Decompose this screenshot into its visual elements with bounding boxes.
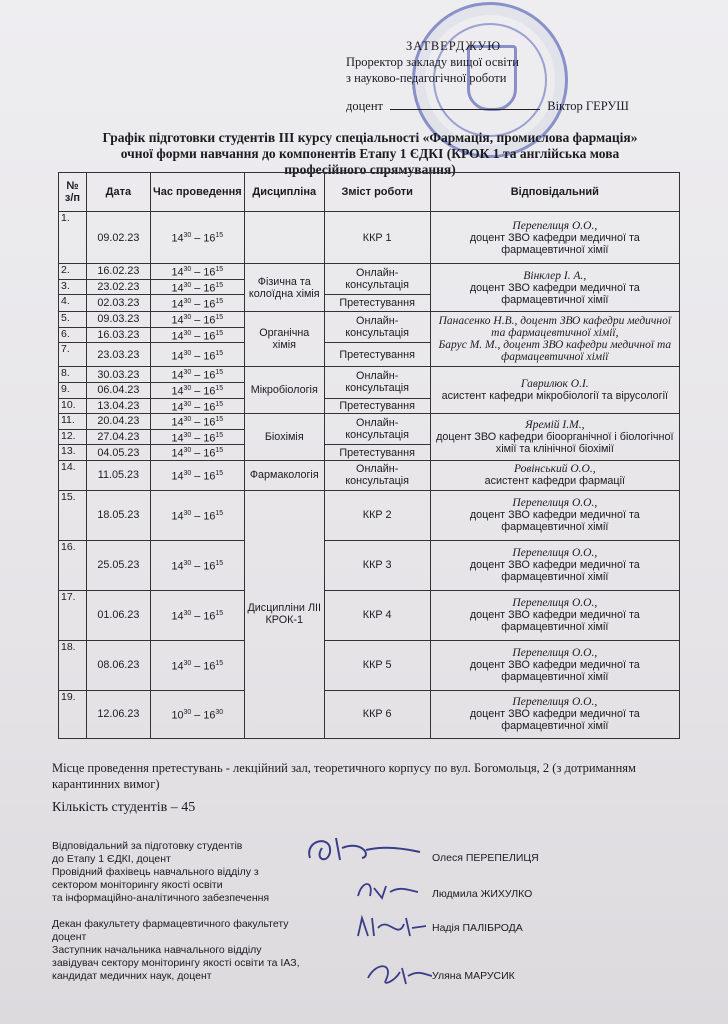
time-minutes: 30 <box>215 709 224 717</box>
row-content: ККР 5 <box>324 640 430 690</box>
row-number: 8. <box>59 367 87 383</box>
responsible-position: доцент ЗВО кафедри медичної та фармацевтичної хімії <box>469 609 640 634</box>
approval-block <box>346 38 706 114</box>
time-minutes: 15 <box>215 369 224 377</box>
time-part: – <box>191 266 204 279</box>
time-part: 14 <box>171 560 184 573</box>
row-time <box>150 445 244 461</box>
signer-1 <box>52 840 712 866</box>
signer-title: та інформаційно-аналітичного забезпечення <box>52 892 270 904</box>
row-number: 11. <box>59 414 87 430</box>
row-date: 12.06.23 <box>86 690 150 738</box>
row-date: 18.05.23 <box>86 490 150 540</box>
signer-3 <box>52 918 712 944</box>
row-responsible <box>430 640 679 690</box>
row-content: Претестування <box>324 445 430 461</box>
row-date: 23.02.23 <box>86 279 150 295</box>
time-part: 16 <box>203 709 216 722</box>
header-date: Дата <box>86 173 150 212</box>
time-part: 14 <box>171 447 184 460</box>
table-header-row <box>59 173 680 212</box>
row-date: 09.02.23 <box>86 212 150 264</box>
row-time <box>150 264 244 280</box>
responsible-name: Перепелиця О.О., <box>512 597 598 610</box>
time-part: 16 <box>203 447 216 460</box>
header-responsible: Відповідальний <box>430 173 679 212</box>
responsible-name: Барус М. М., доцент ЗВО кафедри медичної та фармацевтичної хімії <box>438 339 672 364</box>
header-content: Зміст роботи <box>324 173 430 212</box>
row-responsible <box>430 367 679 414</box>
time-minutes: 15 <box>215 266 224 273</box>
row-discipline: Біохімія <box>244 414 324 461</box>
time-minutes: 15 <box>215 416 224 424</box>
time-minutes: 15 <box>215 470 224 478</box>
signer-title: сектором моніторингу якості освіти <box>52 879 223 891</box>
row-time <box>150 367 244 383</box>
responsible-name: Перепелиця О.О., <box>512 647 598 660</box>
table-row <box>59 264 680 280</box>
time-part: 16 <box>203 510 216 523</box>
row-content: ККР 4 <box>324 590 430 640</box>
responsible-position: доцент ЗВО кафедри медичної та фармацевтичної хімії <box>469 231 640 256</box>
time-part: – <box>191 282 204 295</box>
time-part: 14 <box>171 416 184 429</box>
time-part: – <box>191 610 204 623</box>
row-number: 1. <box>59 212 87 264</box>
row-number: 5. <box>59 312 87 328</box>
row-date: 11.05.23 <box>86 460 150 490</box>
time-part: 14 <box>171 385 184 398</box>
row-number: 13. <box>59 445 87 461</box>
time-part: 16 <box>203 369 216 382</box>
row-number: 14. <box>59 460 87 490</box>
time-part: – <box>191 401 204 414</box>
time-part: – <box>191 470 204 483</box>
time-part: 14 <box>171 232 184 245</box>
row-time <box>150 460 244 490</box>
signer-title: до Етапу 1 ЄДКІ, доцент <box>52 853 171 865</box>
row-responsible <box>430 590 679 640</box>
row-date: 16.03.23 <box>86 327 150 343</box>
responsible-position: доцент ЗВО кафедри медичної та фармацевтичної хімії <box>469 509 640 534</box>
row-responsible <box>430 212 679 264</box>
time-part: – <box>191 369 204 382</box>
responsible-name: Перепелиця О.О., <box>512 497 598 510</box>
time-part: – <box>191 560 204 573</box>
time-part: 16 <box>203 266 216 279</box>
row-date: 08.06.23 <box>86 640 150 690</box>
time-part: 14 <box>171 314 184 327</box>
time-minutes: 15 <box>215 297 224 305</box>
time-minutes: 15 <box>215 660 224 668</box>
time-part: 14 <box>171 266 184 279</box>
row-responsible <box>430 414 679 461</box>
row-number: 2. <box>59 264 87 280</box>
responsible-name: Яремій І.М., <box>525 419 585 432</box>
time-part: 16 <box>203 330 216 343</box>
row-number: 16. <box>59 540 87 590</box>
row-date: 16.02.23 <box>86 264 150 280</box>
row-discipline: Фізична та колоїдна хімія <box>244 264 324 312</box>
row-responsible <box>430 312 679 367</box>
row-responsible <box>430 690 679 738</box>
row-content: ККР 6 <box>324 690 430 738</box>
row-content: Онлайн-консультація <box>324 367 430 398</box>
row-time <box>150 312 244 328</box>
time-minutes: 30 <box>183 560 192 568</box>
row-responsible <box>430 264 679 312</box>
signer-name: Олеся ПЕРЕПЕЛИЦЯ <box>432 852 539 864</box>
table-row <box>59 640 680 690</box>
time-part: 14 <box>171 510 184 523</box>
row-content: Претестування <box>324 343 430 367</box>
time-part: – <box>191 660 204 673</box>
time-part: 14 <box>171 470 184 483</box>
row-date: 02.03.23 <box>86 295 150 312</box>
title-line-2: очної форми навчання до компонентів Етапу 1 ЄДКІ (КРОК 1 та англійська мова <box>120 146 620 161</box>
time-part: 10 <box>171 709 184 722</box>
row-time <box>150 540 244 590</box>
time-part: – <box>191 510 204 523</box>
time-minutes: 15 <box>215 314 224 322</box>
responsible-name: Ровінський О.О., <box>514 463 596 476</box>
time-part: 14 <box>171 350 184 363</box>
time-part: 14 <box>171 298 184 311</box>
time-part: 14 <box>171 401 184 414</box>
row-date: 13.04.23 <box>86 398 150 414</box>
signer-title: доцент <box>52 931 87 943</box>
row-content: Претестування <box>324 295 430 312</box>
approval-line-2: з науково-педагогічної роботи <box>346 71 507 85</box>
time-part: 16 <box>203 610 216 623</box>
time-part: 16 <box>203 232 216 245</box>
row-content: Претестування <box>324 398 430 414</box>
time-part: 16 <box>203 298 216 311</box>
time-part: 14 <box>171 369 184 382</box>
handwritten-signature-icon <box>302 830 422 870</box>
time-part: – <box>191 330 204 343</box>
row-number: 10. <box>59 398 87 414</box>
time-minutes: 15 <box>215 510 224 518</box>
time-part: 16 <box>203 416 216 429</box>
handwritten-signature-icon <box>352 872 422 906</box>
time-minutes: 15 <box>215 400 224 408</box>
time-part: 14 <box>171 330 184 343</box>
row-discipline-empty <box>244 212 324 264</box>
time-minutes: 15 <box>215 447 224 455</box>
row-time <box>150 414 244 430</box>
responsible-position: доцент ЗВО кафедри біоорганічної і біологічної хімії та клінічної біохімії <box>436 431 674 456</box>
handwritten-signature-icon <box>352 910 428 944</box>
row-discipline: Дисципліни ЛІІ КРОК-1 <box>244 490 324 738</box>
time-part: 14 <box>171 432 184 445</box>
time-part: 16 <box>203 470 216 483</box>
time-part: 16 <box>203 432 216 445</box>
approval-position: доцент <box>346 99 383 113</box>
handwritten-signature-icon <box>364 958 434 988</box>
row-date: 04.05.23 <box>86 445 150 461</box>
responsible-position: доцент ЗВО кафедри медичної та фармацевтичної хімії <box>469 659 640 684</box>
approval-header: ЗАТВЕРДЖУЮ <box>406 39 502 53</box>
title-line-1: Графік підготовки студентів ІІІ курсу спеціальності «Фармація, промислова фармація» <box>102 130 638 145</box>
time-part: 16 <box>203 560 216 573</box>
header-number: № з/п <box>59 173 87 212</box>
approval-line-1: Проректор закладу вищої освіти <box>346 55 519 69</box>
signer-title: Заступник начальника навчального відділу <box>52 944 262 956</box>
time-part: – <box>191 314 204 327</box>
time-part: – <box>191 350 204 363</box>
responsible-name: Перепелиця О.О., <box>512 547 598 560</box>
signer-4 <box>52 944 712 988</box>
row-content: ККР 2 <box>324 490 430 540</box>
time-minutes: 30 <box>183 416 192 424</box>
row-responsible <box>430 460 679 490</box>
row-content: Онлайн-консультація <box>324 312 430 343</box>
schedule-table <box>58 172 680 739</box>
time-part: 16 <box>203 314 216 327</box>
table-row <box>59 414 680 430</box>
row-number: 6. <box>59 327 87 343</box>
responsible-position: асистент кафедри фармації <box>484 475 626 488</box>
row-time <box>150 590 244 640</box>
time-minutes: 30 <box>183 369 192 377</box>
row-date: 01.06.23 <box>86 590 150 640</box>
time-minutes: 30 <box>183 660 192 668</box>
time-minutes: 15 <box>215 431 224 439</box>
row-content: ККР 3 <box>324 540 430 590</box>
row-time <box>150 212 244 264</box>
time-minutes: 30 <box>183 431 192 439</box>
row-discipline: Органічна хімія <box>244 312 324 367</box>
time-part: 14 <box>171 282 184 295</box>
table-row <box>59 367 680 383</box>
row-date: 06.04.23 <box>86 382 150 398</box>
row-number: 17. <box>59 590 87 640</box>
row-date: 27.04.23 <box>86 429 150 445</box>
time-minutes: 15 <box>215 281 224 289</box>
time-minutes: 30 <box>183 384 192 392</box>
responsible-name: Перепелиця О.О., <box>512 696 598 709</box>
row-discipline: Мікробіологія <box>244 367 324 414</box>
row-time <box>150 490 244 540</box>
table-row <box>59 212 680 264</box>
signer-title: Провідний фахівець навчального відділу з <box>52 866 259 878</box>
row-number: 19. <box>59 690 87 738</box>
time-part: – <box>191 416 204 429</box>
row-time <box>150 343 244 367</box>
row-content: Онлайн-консультація <box>324 414 430 445</box>
time-minutes: 15 <box>215 560 224 568</box>
row-responsible <box>430 490 679 540</box>
table-row <box>59 312 680 328</box>
responsible-name: Перепелиця О.О., <box>512 219 598 232</box>
student-count: Кількість студентів – 45 <box>52 800 196 815</box>
time-part: 16 <box>203 282 216 295</box>
signatures-block <box>52 840 712 988</box>
time-part: 16 <box>203 401 216 414</box>
signer-name: Людмила ЖИХУЛКО <box>432 888 533 900</box>
time-part: – <box>191 432 204 445</box>
table-row <box>59 460 680 490</box>
responsible-position: асистент кафедри мікробіології та вірусології <box>441 390 668 403</box>
approval-name: Віктор ГЕРУШ <box>547 99 629 113</box>
signer-title: кандидат медичних наук, доцент <box>52 970 212 982</box>
row-content: ККР 1 <box>324 212 430 264</box>
time-minutes: 30 <box>183 610 192 618</box>
header-time: Час проведення <box>150 173 244 212</box>
table-row <box>59 590 680 640</box>
time-minutes: 30 <box>183 314 192 322</box>
responsible-name: Панасенко Н.В., доцент ЗВО кафедри медичної та фармацевтичної хімії, <box>438 315 672 340</box>
row-date: 20.04.23 <box>86 414 150 430</box>
time-part: 16 <box>203 660 216 673</box>
row-time <box>150 327 244 343</box>
time-minutes: 15 <box>215 349 224 357</box>
time-minutes: 15 <box>215 610 224 618</box>
time-part: 16 <box>203 385 216 398</box>
table-row <box>59 690 680 738</box>
time-minutes: 30 <box>183 266 192 273</box>
row-date: 30.03.23 <box>86 367 150 383</box>
row-number: 15. <box>59 490 87 540</box>
document-title <box>60 130 680 178</box>
row-content: Онлайн-консультація <box>324 460 430 490</box>
time-minutes: 30 <box>183 349 192 357</box>
time-minutes: 15 <box>215 384 224 392</box>
time-minutes: 30 <box>183 447 192 455</box>
row-discipline: Фармакологія <box>244 460 324 490</box>
time-part: 14 <box>171 660 184 673</box>
row-time <box>150 398 244 414</box>
responsible-position: доцент ЗВО кафедри медичної та фармацевтичної хімії <box>469 559 640 584</box>
responsible-position: доцент ЗВО кафедри медичної та фармацевтичної хімії <box>469 281 640 306</box>
signer-title: Декан факультету фармацевтичного факультету <box>52 918 289 930</box>
row-time <box>150 279 244 295</box>
row-number: 7. <box>59 343 87 367</box>
time-minutes: 30 <box>183 709 192 717</box>
row-time <box>150 690 244 738</box>
responsible-name: Гаврилюк О.І. <box>520 378 589 391</box>
row-number: 12. <box>59 429 87 445</box>
row-date: 25.05.23 <box>86 540 150 590</box>
time-minutes: 30 <box>183 470 192 478</box>
title-line-3: професійного спрямування) <box>284 162 456 177</box>
time-part: 14 <box>171 610 184 623</box>
signer-title: завідувач сектору моніторингу якості освіти та ІАЗ, <box>52 957 300 969</box>
row-number: 4. <box>59 295 87 312</box>
time-part: 16 <box>203 350 216 363</box>
row-time <box>150 640 244 690</box>
time-minutes: 15 <box>215 329 224 337</box>
row-number: 3. <box>59 279 87 295</box>
time-minutes: 30 <box>183 400 192 408</box>
time-part: – <box>191 709 204 722</box>
time-part: – <box>191 298 204 311</box>
row-date: 09.03.23 <box>86 312 150 328</box>
signer-name: Уляна МАРУСИК <box>432 970 515 982</box>
row-responsible <box>430 540 679 590</box>
row-time <box>150 382 244 398</box>
venue-note: Місце проведення претестувань - лекційний зал, теоретичного корпусу по вул. Богомольця, 2 (з дотриманням карантинних вимог) <box>52 761 636 791</box>
responsible-name: Вінклер І. А., <box>523 269 587 282</box>
row-number: 18. <box>59 640 87 690</box>
time-minutes: 30 <box>183 510 192 518</box>
signer-name: Надія ПАЛІБРОДА <box>432 922 523 934</box>
row-time <box>150 429 244 445</box>
table-row <box>59 540 680 590</box>
time-part: – <box>191 232 204 245</box>
row-content: Онлайн-консультація <box>324 264 430 295</box>
time-part: – <box>191 447 204 460</box>
time-minutes: 15 <box>215 232 224 240</box>
row-time <box>150 295 244 312</box>
signature-underline <box>390 109 540 110</box>
row-number: 9. <box>59 382 87 398</box>
row-date: 23.03.23 <box>86 343 150 367</box>
table-row <box>59 490 680 540</box>
signer-title: Відповідальний за підготовку студентів <box>52 840 243 852</box>
time-minutes: 30 <box>183 232 192 240</box>
time-part: – <box>191 385 204 398</box>
time-minutes: 30 <box>183 297 192 305</box>
time-minutes: 30 <box>183 281 192 289</box>
time-minutes: 30 <box>183 329 192 337</box>
responsible-position: доцент ЗВО кафедри медичної та фармацевтичної хімії <box>469 708 640 733</box>
approval-signature-line <box>346 98 706 114</box>
header-discipline: Дисципліна <box>244 173 324 212</box>
